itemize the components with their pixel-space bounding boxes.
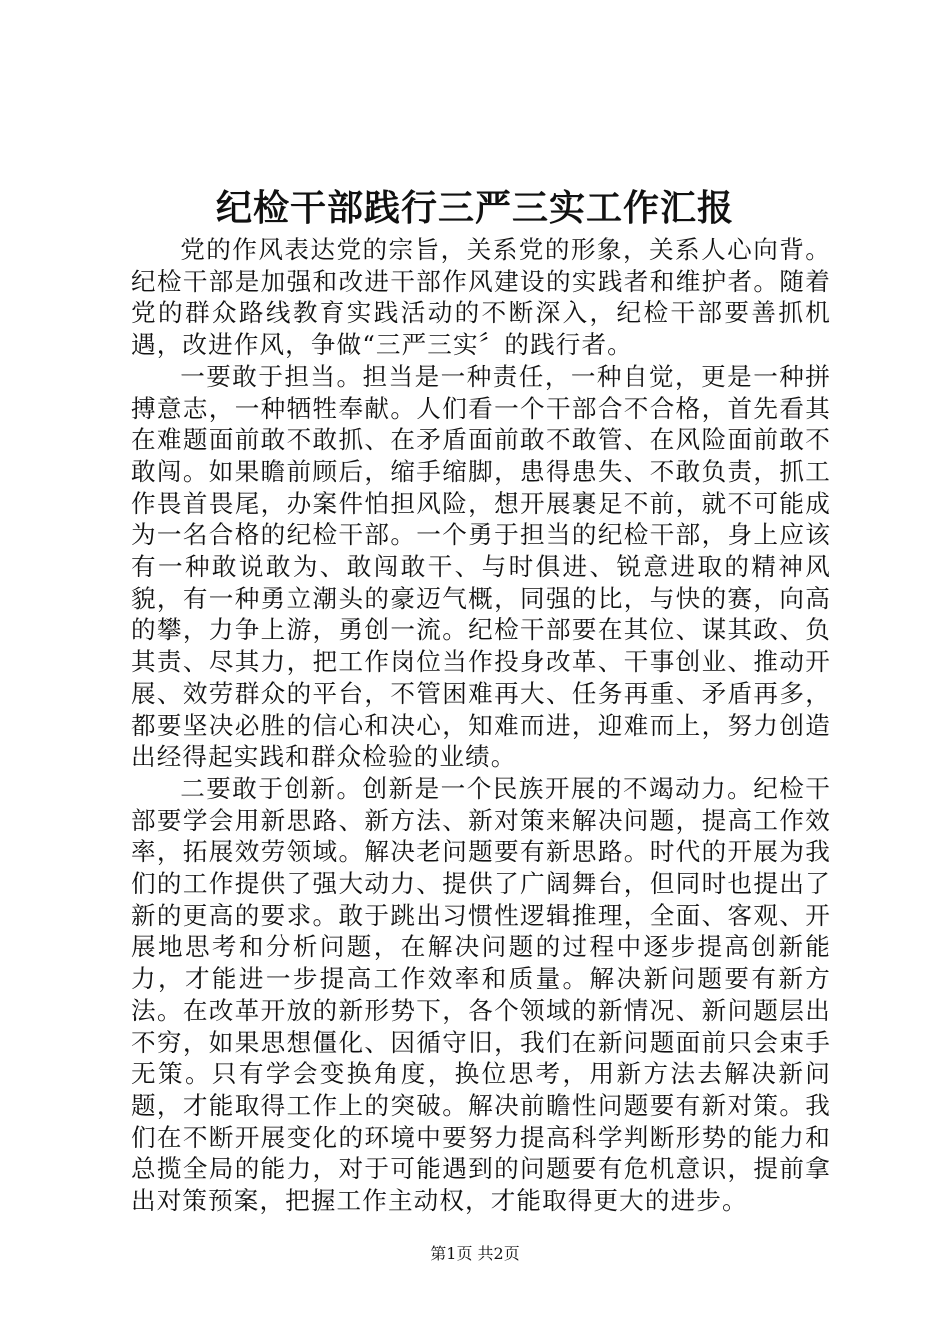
document-title: 纪检干部践行三严三实工作汇报 xyxy=(215,187,734,229)
paragraph-responsibility: 一要敢于担当。担当是一种责任，一种自觉，更是一种拼搏意志，一种牺牲奉献。人们看一个干部合不合格，首先看其在难题面前敢不敢抓、在矛盾面前敢不敢管、在风险面前敢不敢闯。如果瞻前顾后，缩手缩脚，患得患失、不敢负责，抓工作畏首畏尾，办案件怕担风险，想开展裹足不前，就不可能成为一名合格的纪检干部。一个勇于担当的纪检干部，身上应该有一种敢说敢为、敢闯敢干、与时俱进、锐意进取的精神风貌，有一种勇立潮头的豪迈气概，同强的比，与快的赛，向高的攀，力争上游，勇创一流。纪检干部要在其位、谋其政、负其责、尽其力，把工作岗位当作投身改革、干事创业、推动开展、效劳群众的平台，不管困难再大、任务再重、矛盾再多，都要坚决必胜的信心和决心，知难而进，迎难而上，努力创造出经得起实践和群众检验的业绩。 xyxy=(131,361,831,772)
document-body xyxy=(131,234,831,1217)
page-number-footer: 第1页 共2页 xyxy=(430,1244,520,1263)
paragraph-intro: 党的作风表达党的宗旨，关系党的形象，关系人心向背。纪检干部是加强和改进干部作风建设的实践者和维护者。随着党的群众路线教育实践活动的不断深入，纪检干部要善抓机遇，改进作风，争做“三严三实〞的践行者。 xyxy=(131,235,831,360)
paragraph-innovation: 二要敢于创新。创新是一个民族开展的不竭动力。纪检干部要学会用新思路、新方法、新对策来解决问题，提高工作效率，拓展效劳领域。解决老问题要有新思路。时代的开展为我们的工作提供了强大动力、提供了广阔舞台，但同时也提出了新的更高的要求。敢于跳出习惯性逻辑推理，全面、客观、开展地思考和分析问题，在解决问题的过程中逐步提高创新能力，才能进一步提高工作效率和质量。解决新问题要有新方法。在改革开放的新形势下，各个领域的新情况、新问题层出不穷，如果思想僵化、因循守旧，我们在新问题面前只会束手无策。只有学会变换角度，换位思考，用新方法去解决新问题，才能取得工作上的突破。解决前瞻性问题要有新对策。我们在不断开展变化的环境中要努力提高科学判断形势的能力和总揽全局的能力，对于可能遇到的问题要有危机意识，提前拿出对策预案，把握工作主动权，才能取得更大的进步。 xyxy=(131,773,831,1216)
